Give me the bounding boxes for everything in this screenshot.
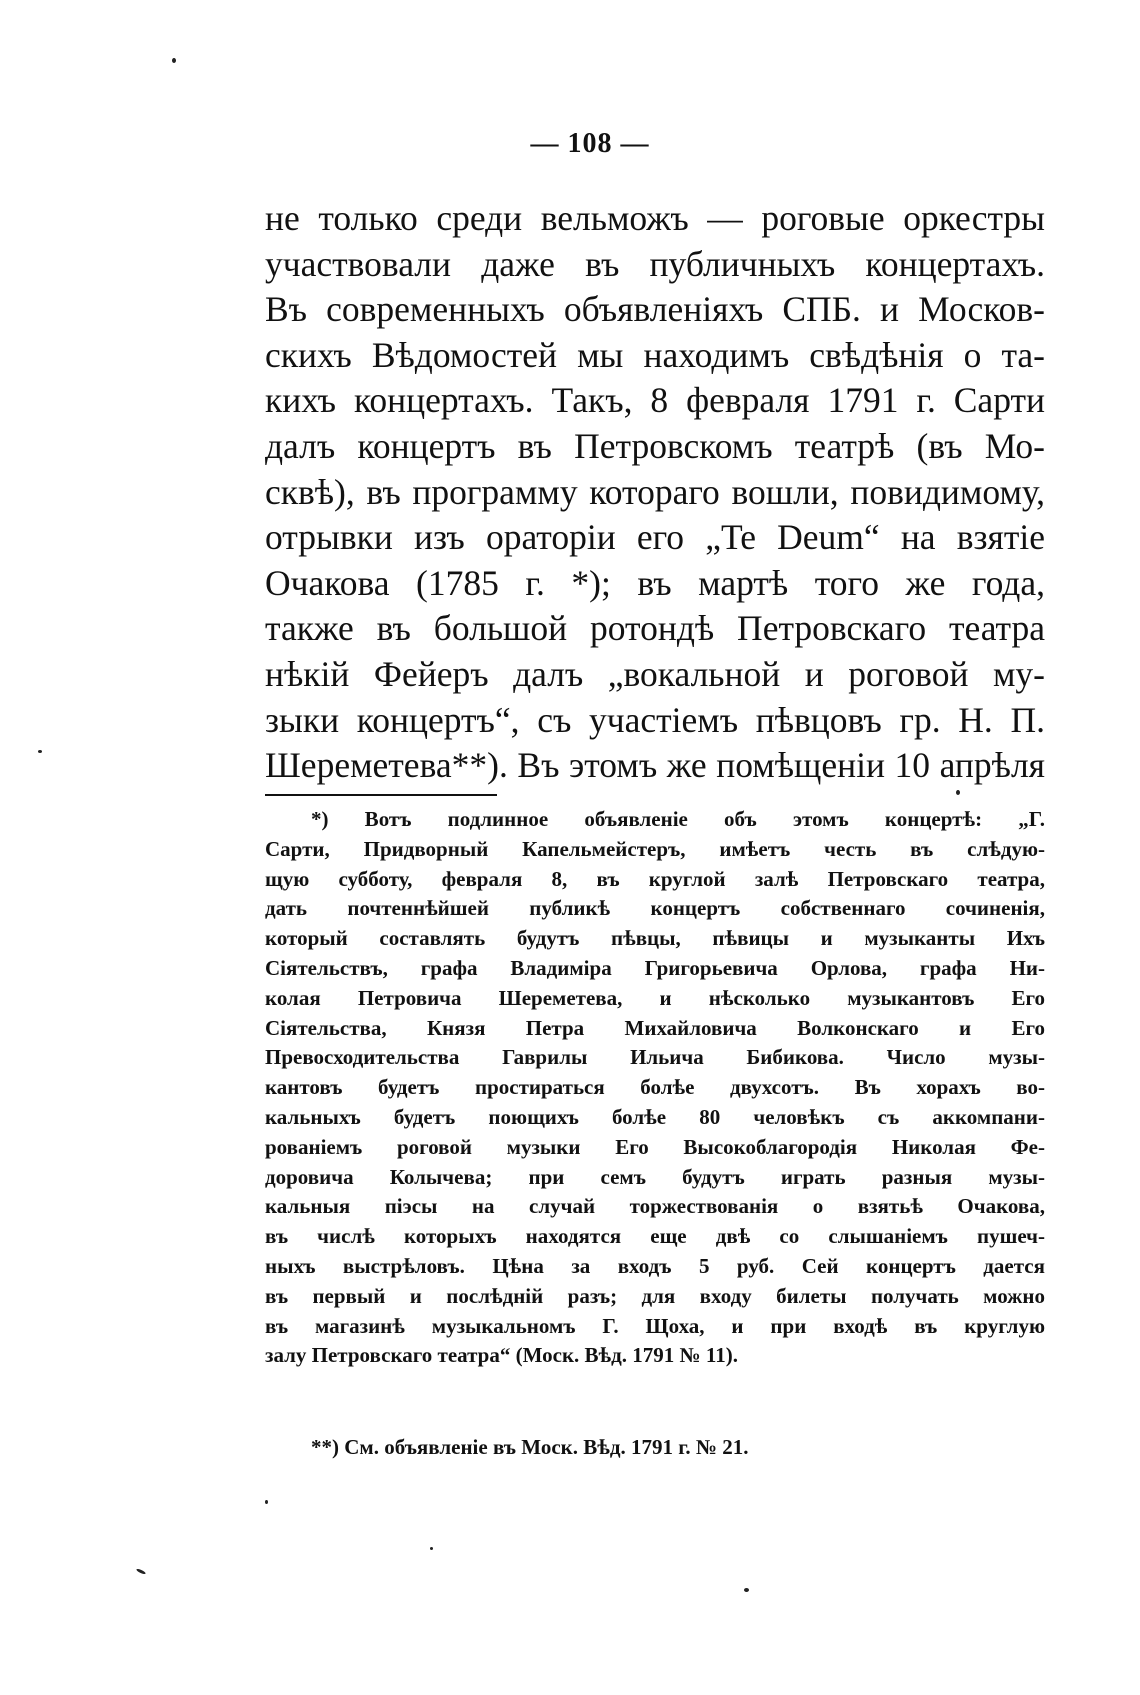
scan-speck [956,790,960,795]
footnote-line: Сіятельствъ, графа Владиміра Григорьевича Орлова, графа Ни- [265,955,1045,980]
scan-speck [744,1588,749,1592]
footnote-line: дать почтеннѣйшей публикѣ концертъ собственнаго сочиненія, [265,896,1045,921]
footnote-line: кальныя піэсы на случай торжествованія о взятьѣ Очакова, [265,1194,1045,1219]
main-text-line: зыки концертъ“, съ участіемъ пѣвцовъ гр. Н. П. [265,699,1045,740]
footnote-line: *) Вотъ подлинное объявленіе объ этомъ концертѣ: „Г. [311,807,1045,831]
footnote-2: **) См. объявленіе въ Моск. Вѣд. 1791 г. № 21. [311,1435,749,1459]
main-text-line: отрывки изъ ораторіи его „Te Deum“ на взятіе [265,517,1045,558]
main-text [265,196,1045,789]
main-text-line: Шереметева**). Въ этомъ же помѣщеніи 10 апрѣля [265,745,1045,786]
main-text-line: участвовали даже въ публичныхъ концертахъ. [265,243,1045,284]
page-number: — 108 — [530,128,650,159]
main-text-line: нѣкій Фейеръ далъ „вокальной и роговой му- [265,653,1045,694]
footnote-line: который составлять будутъ пѣвцы, пѣвицы и музыканты Ихъ [265,926,1045,951]
scan-speck [172,58,176,63]
main-text-line: скихъ Вѣдомостей мы находимъ свѣдѣнія о та- [265,334,1045,375]
footnote-line: въ магазинѣ музыкальномъ Г. Щоха, и при входѣ въ круглую [265,1313,1045,1338]
footnote-line: Превосходительства Гаврилы Ильича Бибикова. Число музы- [265,1045,1045,1070]
footnote-1 [265,805,1045,1371]
footnote-separator [265,794,497,796]
footnote-line: залу Петровскаго театра“ (Моск. Вѣд. 1791 № 11). [265,1343,738,1368]
main-text-line: не только среди вельможъ — роговые оркестры [265,198,1045,238]
main-text-line: Очакова (1785 г. *); въ мартѣ того же года, [265,562,1045,603]
footnote-line: кантовъ будетъ простираться болѣе двухсотъ. Въ хорахъ во- [265,1075,1045,1100]
footnote-line: Сарти, Придворный Капельмейстеръ, имѣетъ честь въ слѣдую- [265,836,1045,861]
main-text-line: также въ большой ротондѣ Петровскаго театра [265,608,1045,649]
footnote-line: Сіятельства, Князя Петра Михайловича Волконскаго и Его [265,1015,1045,1040]
main-text-line: Въ современныхъ объявленіяхъ СПБ. и Москов- [265,289,1045,330]
footnote-line: ныхъ выстрѣловъ. Цѣна за входъ 5 руб. Сей концертъ дается [265,1253,1045,1278]
scan-speck [136,1568,146,1575]
scan-speck [430,1547,433,1550]
scan-speck [38,750,42,753]
main-text-line: кихъ концертахъ. Такъ, 8 февраля 1791 г. Сарти [265,380,1045,421]
main-text-line: далъ концертъ въ Петровскомъ театрѣ (въ Мо- [265,425,1045,466]
scan-speck [265,1500,268,1504]
footnote-line: доровича Колычева; при семъ будутъ играть разныя музы- [265,1164,1045,1189]
footnote-line: колая Петровича Шереметева, и нѣсколько музыкантовъ Его [265,985,1045,1010]
footnote-line: щую субботу, февраля 8, въ круглой залѣ Петровскаго театра, [265,866,1045,891]
footnote-line: рованіемъ роговой музыки Его Высокоблагородія Николая Фе- [265,1134,1045,1159]
footnote-line: кальныхъ будетъ поющихъ болѣе 80 человѣкъ съ аккомпани- [265,1104,1045,1129]
main-text-line: сквѣ), въ программу котораго вошли, повидимому, [265,471,1045,512]
footnote-line: въ первый и послѣдній разъ; для входу билеты получать можно [265,1283,1045,1308]
footnote-line: въ числѣ которыхъ находятся еще двѣ со слышаніемъ пушеч- [265,1224,1045,1249]
